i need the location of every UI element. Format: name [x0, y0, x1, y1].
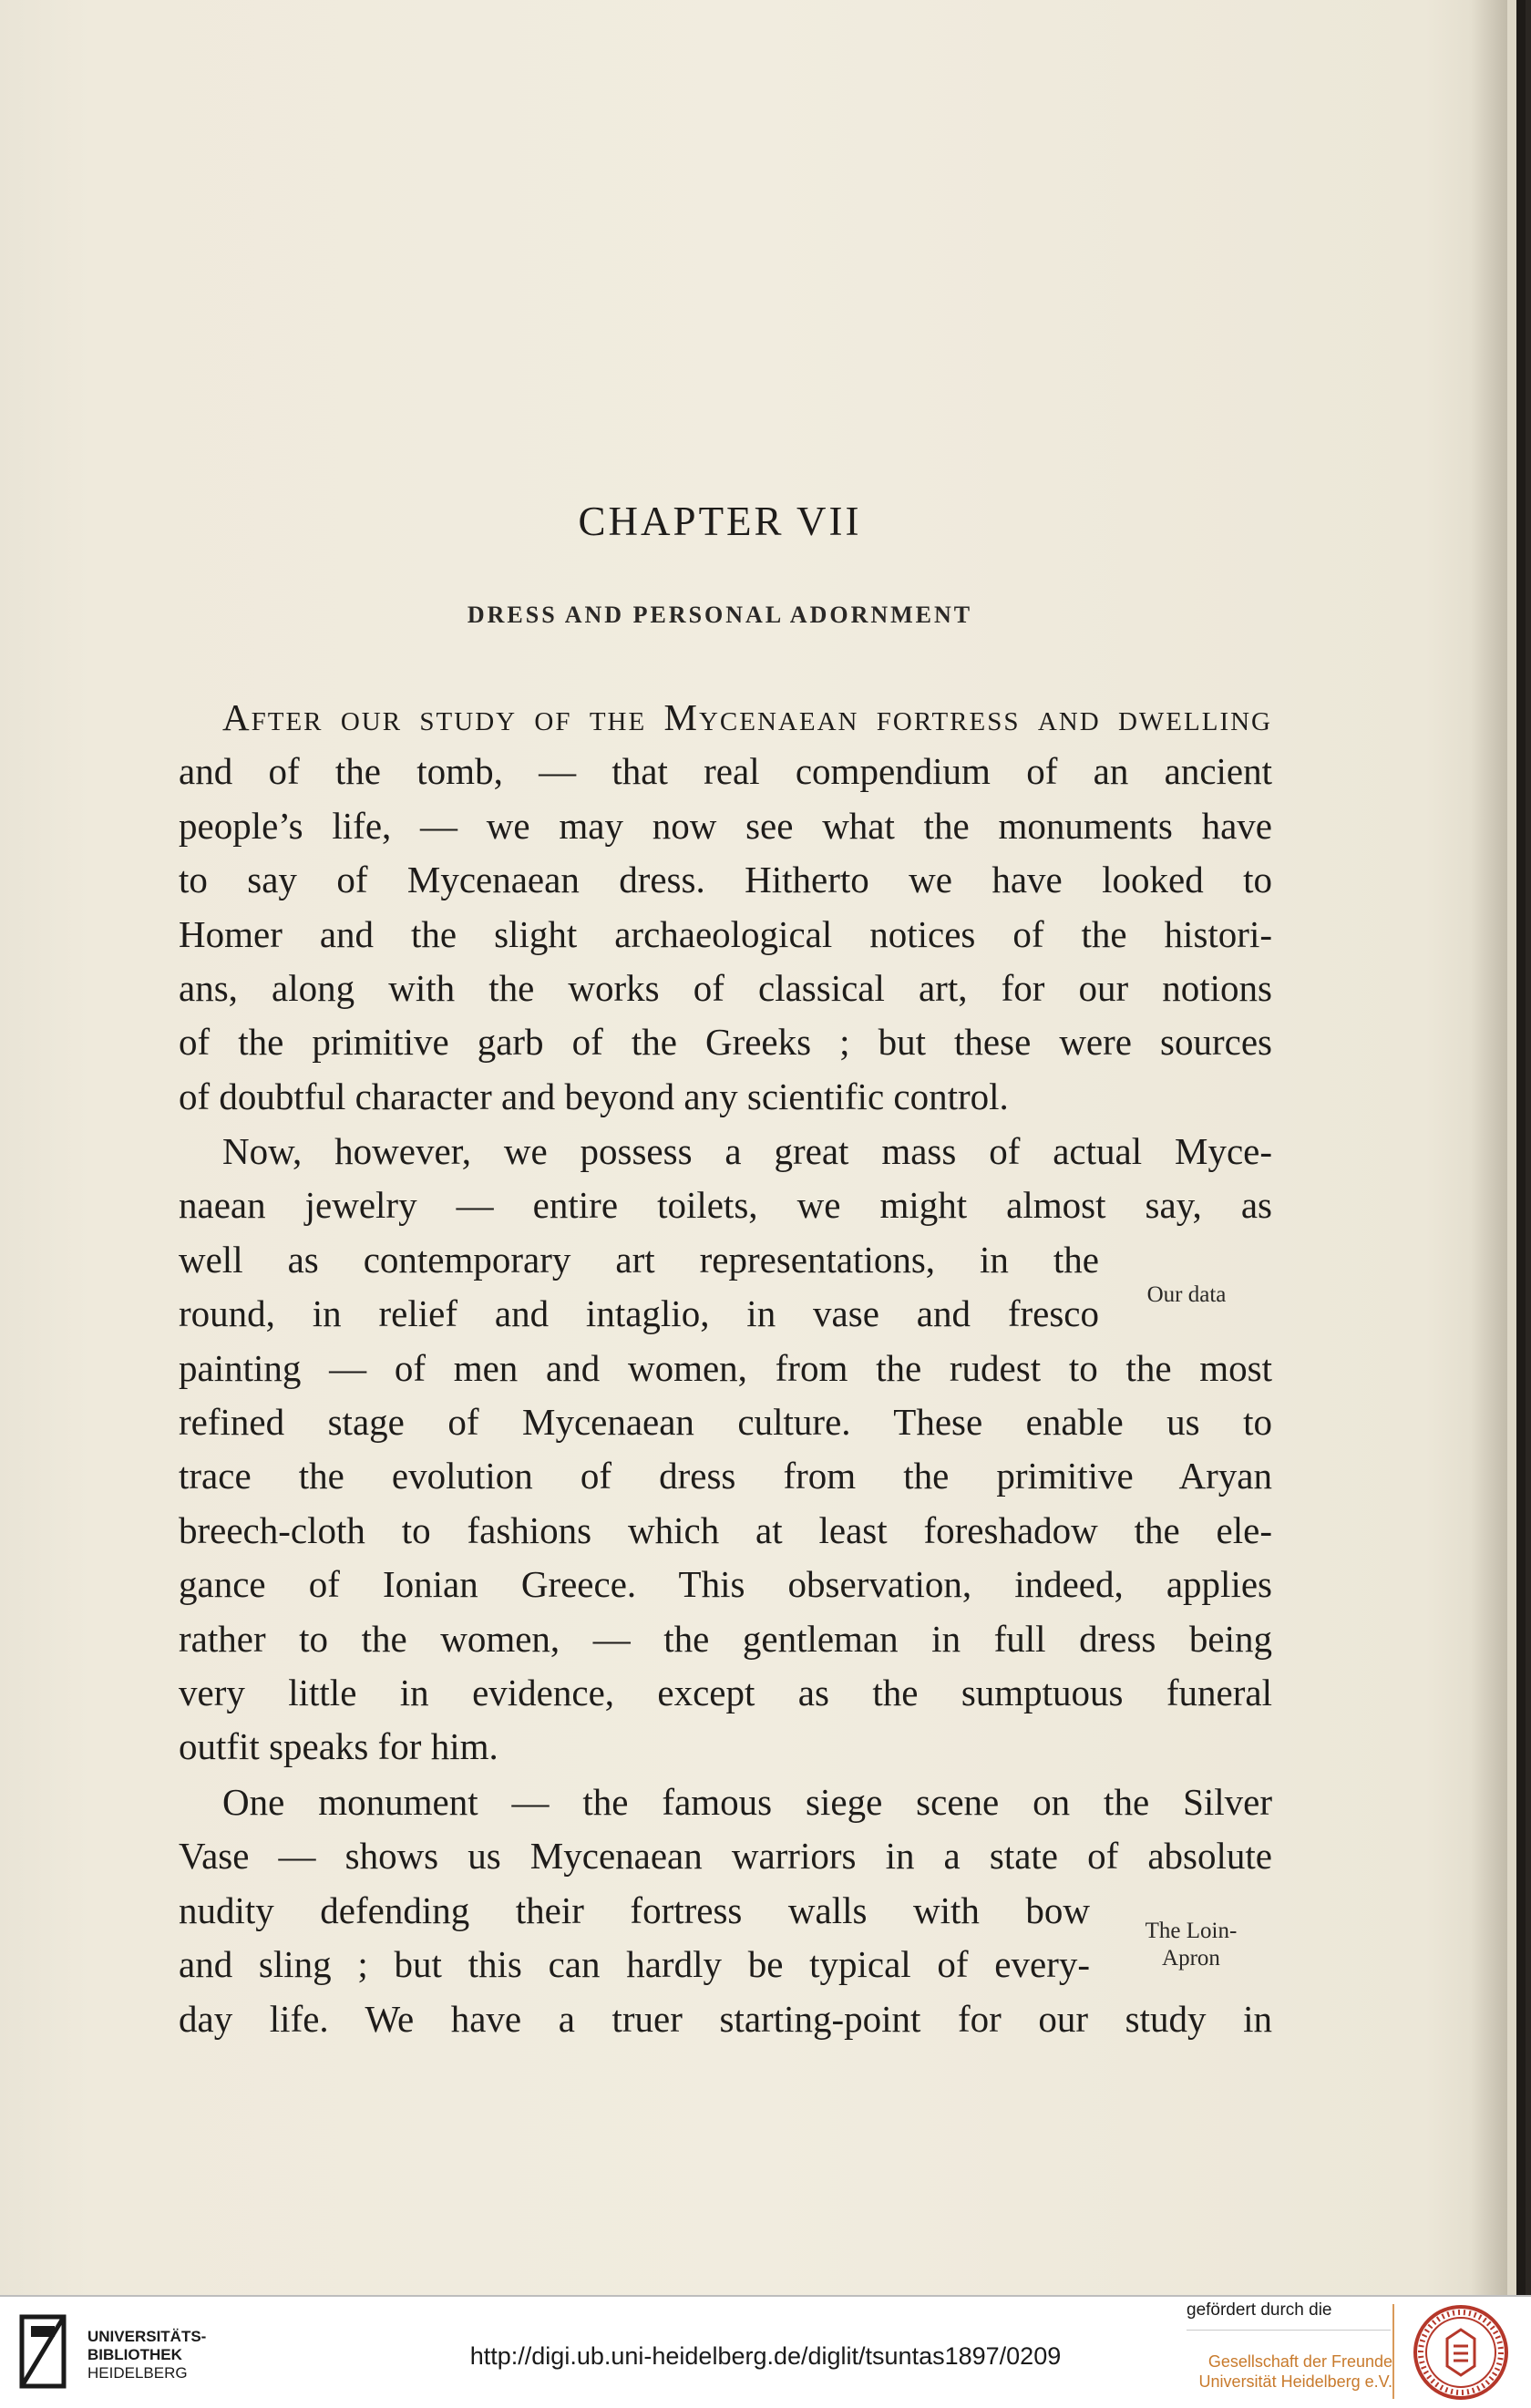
- text-line: [179, 691, 1272, 745]
- text-line: [179, 1938, 1272, 1991]
- chapter-subtitle: DRESS AND PERSONAL ADORNMENT: [467, 602, 973, 628]
- text-line: [179, 1775, 1272, 1829]
- text-line: of doubtful character and beyond any scientific control.: [179, 1075, 1009, 1117]
- digitization-footer: [0, 2295, 1531, 2408]
- first-line-text: After our study of the Mycenaean fortress and dwelling: [222, 696, 1272, 738]
- text-line: ans, along with the works of classical art, for our notions: [179, 967, 1272, 1010]
- sponsor-name-line: Gesellschaft der Freunde: [1207, 2352, 1392, 2371]
- text-line: [179, 1287, 1272, 1341]
- text-line: painting — of men and women, from the rudest to the most: [179, 1346, 1272, 1389]
- paragraph-1: [179, 691, 1272, 1124]
- page-edge-shadow: [1471, 0, 1507, 2295]
- library-name-line: UNIVERSITÄTS-: [87, 2328, 207, 2345]
- university-seal-icon: [1411, 2302, 1511, 2403]
- text-line: naean jewelry — entire toilets, we might almost say, as: [179, 1184, 1272, 1227]
- sponsor-divider: [1187, 2330, 1391, 2331]
- text-line: [179, 1233, 1272, 1287]
- text-line: to say of Mycenaean dress. Hitherto we have looked to: [179, 859, 1272, 901]
- footer-divider: [1392, 2304, 1394, 2399]
- text-line: of the primitive garb of the Greeks ; but these were sources: [179, 1021, 1272, 1064]
- sidenote-line: The Loin-: [1145, 1919, 1238, 1943]
- text-line: very little in evidence, except as the sumptuous funeral: [179, 1672, 1272, 1714]
- first-line-text: One monument — the famous siege scene on the Silver: [222, 1781, 1272, 1823]
- library-name-line: HEIDELBERG: [87, 2364, 188, 2382]
- text-line: gance of Ionian Greece. This observation, indeed, applies: [179, 1563, 1272, 1606]
- sponsor-name-line: Universität Heidelberg e.V.: [1198, 2372, 1392, 2391]
- narrow-line: well as contemporary art representations, in the: [179, 1238, 1099, 1281]
- paragraph-3: [179, 1775, 1272, 2046]
- text-line: day life. We have a truer starting-point for our study in: [179, 1997, 1272, 2040]
- narrow-line: round, in relief and intaglio, in vase and fresco: [179, 1292, 1099, 1335]
- sponsor-name[interactable]: [1187, 2351, 1392, 2392]
- text-line: [179, 1125, 1272, 1178]
- text-line: and of the tomb, — that real compendium of an ancient: [179, 750, 1272, 793]
- chapter-title: CHAPTER VII: [578, 499, 862, 544]
- sponsor-label: gefördert durch die: [1187, 2300, 1332, 2320]
- text-line: rather to the women, — the gentleman in full dress being: [179, 1617, 1272, 1660]
- first-line-text: Now, however, we possess a great mass of actual Myce-: [222, 1130, 1272, 1172]
- library-name-line: BIBLIOTHEK: [87, 2346, 182, 2363]
- text-line: [179, 1884, 1272, 1938]
- paragraph-2: [179, 1125, 1272, 1775]
- text-line: trace the evolution of dress from the primitive Aryan: [179, 1455, 1272, 1497]
- permalink-url[interactable]: http://digi.ub.uni-heidelberg.de/diglit/tsuntas1897/0209: [469, 2342, 1062, 2370]
- text-line: outfit speaks for him.: [179, 1725, 498, 1768]
- sidenote-our-data: Our data: [1146, 1282, 1227, 1307]
- text-line: Homer and the slight archaeological notices of the histori-: [179, 912, 1272, 955]
- text-line: breech-cloth to fashions which at least foreshadow the ele-: [179, 1508, 1272, 1551]
- text-line: Vase — shows us Mycenaean warriors in a state of absolute: [179, 1835, 1272, 1878]
- narrow-line: and sling ; but this can hardly be typical of every-: [179, 1943, 1090, 1986]
- narrow-line: nudity defending their fortress walls with bow: [179, 1888, 1090, 1931]
- text-line: refined stage of Mycenaean culture. These enable us to: [179, 1401, 1272, 1444]
- sidenote-line: Apron: [1162, 1946, 1220, 1971]
- text-line: people’s life, — we may now see what the monuments have: [179, 804, 1272, 847]
- sidenote-loin-apron: [1114, 1918, 1269, 1972]
